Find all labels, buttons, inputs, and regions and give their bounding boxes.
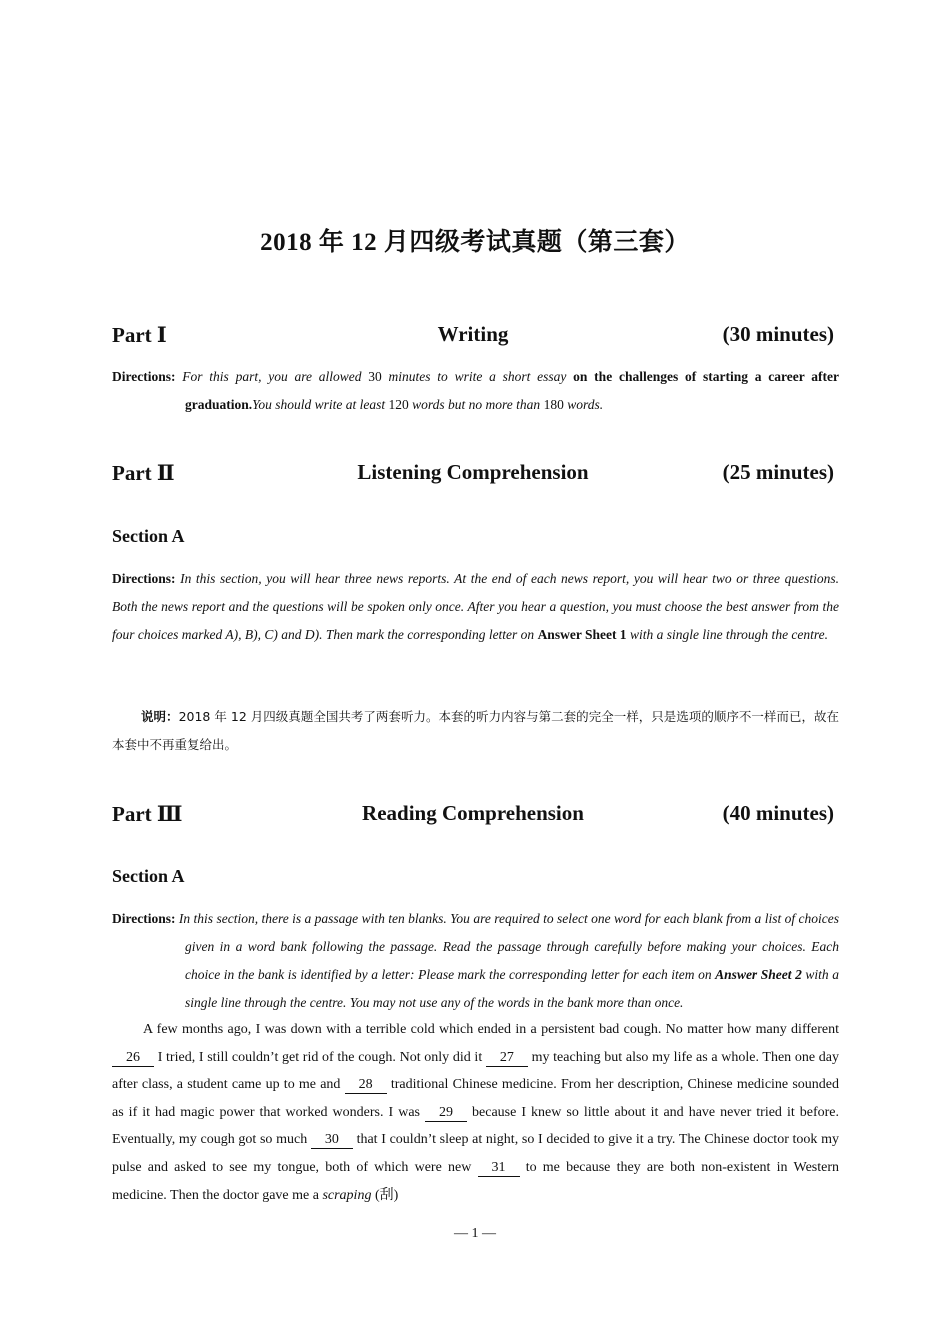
reading-passage: A few months ago, I was down with a terrible cold which ended in a persistent bad cough. No matter how many different 26 I tried, I still couldn’t get rid of the cough. Not only did it 27 my teaching but also my life as a whole. Then one day after class, a student came up to me and 28 traditional Chinese medicine. From her description, Chinese medicine sounded as if it had magic power that worked wonders. I was 29 because I knew so little about it and have never tried it before. Eventually, my cough got so much 30 that I couldn’t sleep at night, so I decided to give it a try. The Chinese doctor took my pulse and asked to see my tongue, both of which were new 31 to me because they are both non-existent in Western medicine. Then the doctor gave me a scraping (刮) <box>112 1022 840 1203</box>
part-1-time: (30 minutes) <box>722 322 834 346</box>
listening-note: 说明：2018 年 12 月四级真题全国共考了两套听力。本套的听力内容与第二套的完全一样，只是选项的顺序不一样而已，故在本套中不再重复给出。 <box>112 709 839 752</box>
part-2-name: Listening Comprehension <box>357 460 589 484</box>
part-2-time: (25 minutes) <box>722 460 834 484</box>
answer-sheet-ref: Answer Sheet 1 <box>537 627 627 642</box>
part-3-time: (40 minutes) <box>722 801 834 825</box>
listening-directions: Directions: In this section, you will hear three news reports. At the end of each news report, you will hear two or three questions. Both the news report and the questions will be spoken only once. After you hear a question, you must choose the best answer from the four choices marked A), B), C) and D). Then mark the corresponding letter on Answer Sheet 1 with a single line through the centre. <box>112 571 839 642</box>
part-1-name: Writing <box>437 322 509 346</box>
part-3-header <box>112 801 834 831</box>
reading-directions: Directions: In this section, there is a passage with ten blanks. You are required to select one word for each blank from a list of choices given in a word bank following the passage. Read the passage through carefully before making your choices. Each choice in the bank is identified by a letter: Please mark the corresponding letter for each item on Answer Sheet 2 with a single line through the centre. You may not use any of the words in the bank more than once. <box>112 911 839 1010</box>
reading-section-a: Section A <box>112 866 185 886</box>
part-2-label: Part Ⅱ <box>112 461 175 485</box>
page-number: — 1 — <box>454 1226 496 1241</box>
part-3-name: Reading Comprehension <box>362 801 584 825</box>
blank-26: 26 <box>112 1049 154 1067</box>
writing-directions: Directions: For this part, you are allowed 30 minutes to write a short essay on the challenges of starting a career after graduation.You should write at least 120 words but no more than 180 words. <box>112 369 839 412</box>
answer-sheet-ref: Answer Sheet 2 <box>715 967 802 982</box>
directions-label: Directions: <box>112 571 176 586</box>
listening-section-a: Section A <box>112 526 185 546</box>
part-2-header <box>112 460 834 490</box>
page-title: 2018 年 12 月四级考试真题（第三套） <box>260 229 690 256</box>
blank-30: 30 <box>311 1131 353 1149</box>
part-1-label: Part Ⅰ <box>112 323 167 347</box>
part-3-label: Part Ⅲ <box>112 802 183 826</box>
directions-label: Directions: <box>112 911 176 926</box>
part-1-header <box>112 322 834 352</box>
blank-29: 29 <box>425 1104 467 1122</box>
note-label: 说明： <box>141 709 179 724</box>
writing-topic: on the challenges of starting a career after graduation. <box>185 369 839 412</box>
directions-label: Directions: <box>112 369 176 384</box>
blank-28: 28 <box>345 1076 387 1094</box>
blank-27: 27 <box>486 1049 528 1067</box>
blank-31: 31 <box>478 1159 520 1177</box>
